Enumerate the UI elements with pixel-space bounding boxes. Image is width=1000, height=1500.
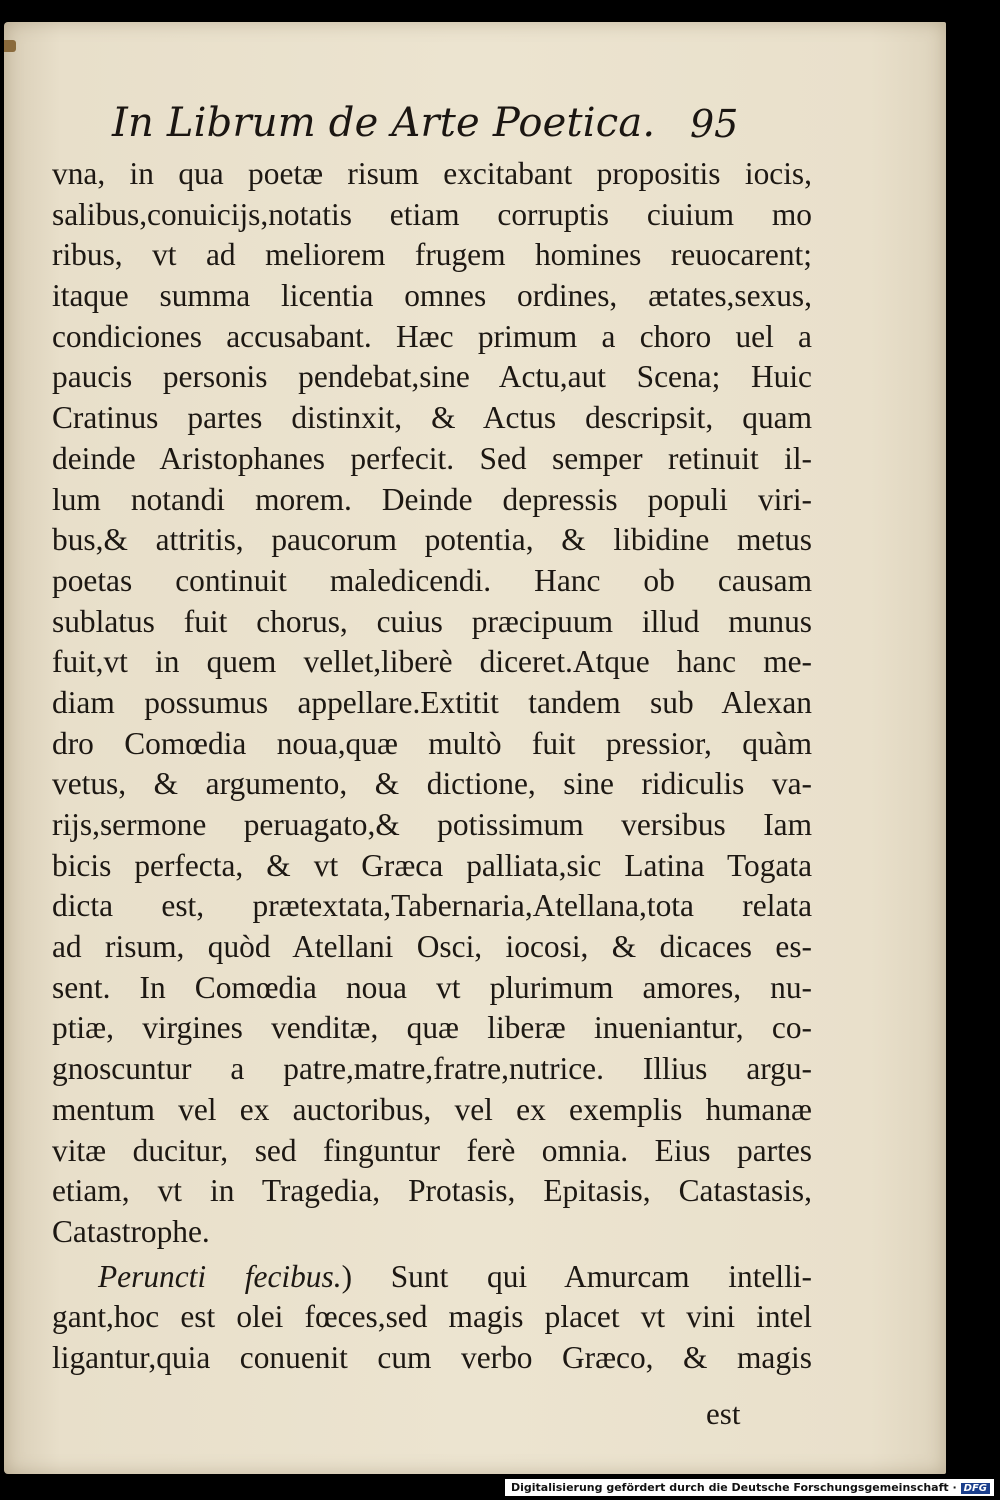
text-line: vetus, & argumento, & dictione, sine ridiculis va- bbox=[52, 766, 812, 802]
commentary-note-line: ligantur,quia conuenit cum verbo Græco, & magis bbox=[52, 1339, 812, 1375]
text-line: deinde Aristophanes perfecit. Sed semper retinuit il- bbox=[52, 440, 812, 476]
note-lemma: Peruncti fecibus. bbox=[98, 1258, 342, 1294]
text-line: vitæ ducitur, sed finguntur ferè omnia. Eius partes bbox=[52, 1132, 812, 1168]
text-line: itaque summa licentia omnes ordines, ætates,sexus, bbox=[52, 278, 812, 314]
main-text bbox=[52, 154, 812, 1379]
text-line: bus,& attritis, paucorum potentia, & libidine metus bbox=[52, 522, 812, 558]
text-line: mentum vel ex auctoribus, vel ex exemplis humanæ bbox=[52, 1091, 812, 1127]
text-line: fuit,vt in quem vellet,liberè diceret.Atque hanc me- bbox=[52, 644, 812, 680]
text-line: ad risum, quòd Atellani Osci, iocosi, & dicaces es- bbox=[52, 929, 812, 965]
funding-attribution bbox=[505, 1479, 994, 1496]
spine-mark bbox=[4, 40, 16, 52]
text-line: ptiæ, virgines venditæ, quæ liberæ inueniantur, co- bbox=[52, 1010, 812, 1046]
text-line: etiam, vt in Tragedia, Protasis, Epitasis, Catastasis, bbox=[52, 1173, 812, 1209]
running-title: In Librum de Arte Poetica. bbox=[112, 100, 656, 146]
text-line: sublatus fuit chorus, cuius præcipuum illud munus bbox=[52, 603, 812, 639]
dfg-logo: DFG bbox=[961, 1483, 990, 1494]
text-line: bicis perfecta, & vt Græca palliata,sic Latina Togata bbox=[52, 847, 812, 883]
text-line: dicta est, prætextata,Tabernaria,Atellana,tota relata bbox=[52, 888, 812, 924]
text-line: diam possumus appellare.Extitit tandem sub Alexan bbox=[52, 684, 812, 720]
text-line: rijs,sermone peruagato,& potissimum versibus Iam bbox=[52, 807, 812, 842]
text-line: sent. In Comœdia noua vt plurimum amores, nu- bbox=[52, 969, 812, 1005]
page-number: 95 bbox=[690, 102, 739, 146]
note-text: ) Sunt qui Amurcam intelli- bbox=[341, 1258, 812, 1294]
text-line: condiciones accusabant. Hæc primum a choro uel a bbox=[52, 318, 812, 354]
text-line: Catastrophe. bbox=[52, 1213, 210, 1249]
text-line: poetas continuit maledicendi. Hanc ob causam bbox=[52, 562, 812, 598]
text-line: lum notandi morem. Deinde depressis populi viri- bbox=[52, 481, 812, 517]
text-line: gnoscuntur a patre,matre,fratre,nutrice. Illius argu- bbox=[52, 1051, 812, 1087]
text-line: ribus, vt ad meliorem frugem homines reuocarent; bbox=[52, 237, 812, 273]
text-line: paucis personis pendebat,sine Actu,aut Scena; Huic bbox=[52, 359, 812, 395]
text-line: vna, in qua poetæ risum excitabant propositis iocis, bbox=[52, 156, 812, 191]
text-line: dro Comœdia noua,quæ multò fuit pressior, quàm bbox=[52, 725, 812, 761]
commentary-note-line: gant,hoc est olei fœces,sed magis placet vt vini intel bbox=[52, 1299, 812, 1335]
text-line: Cratinus partes distinxit, & Actus descripsit, quam bbox=[52, 400, 812, 436]
page-header bbox=[112, 100, 812, 160]
text-line: salibus,conuicijs,notatis etiam corruptis ciuium mo bbox=[52, 196, 812, 232]
commentary-note-line bbox=[52, 1257, 812, 1298]
funding-text: Digitalisierung gefördert durch die Deutsche Forschungsgemeinschaft · bbox=[510, 1481, 957, 1494]
catchword: est bbox=[706, 1396, 741, 1431]
